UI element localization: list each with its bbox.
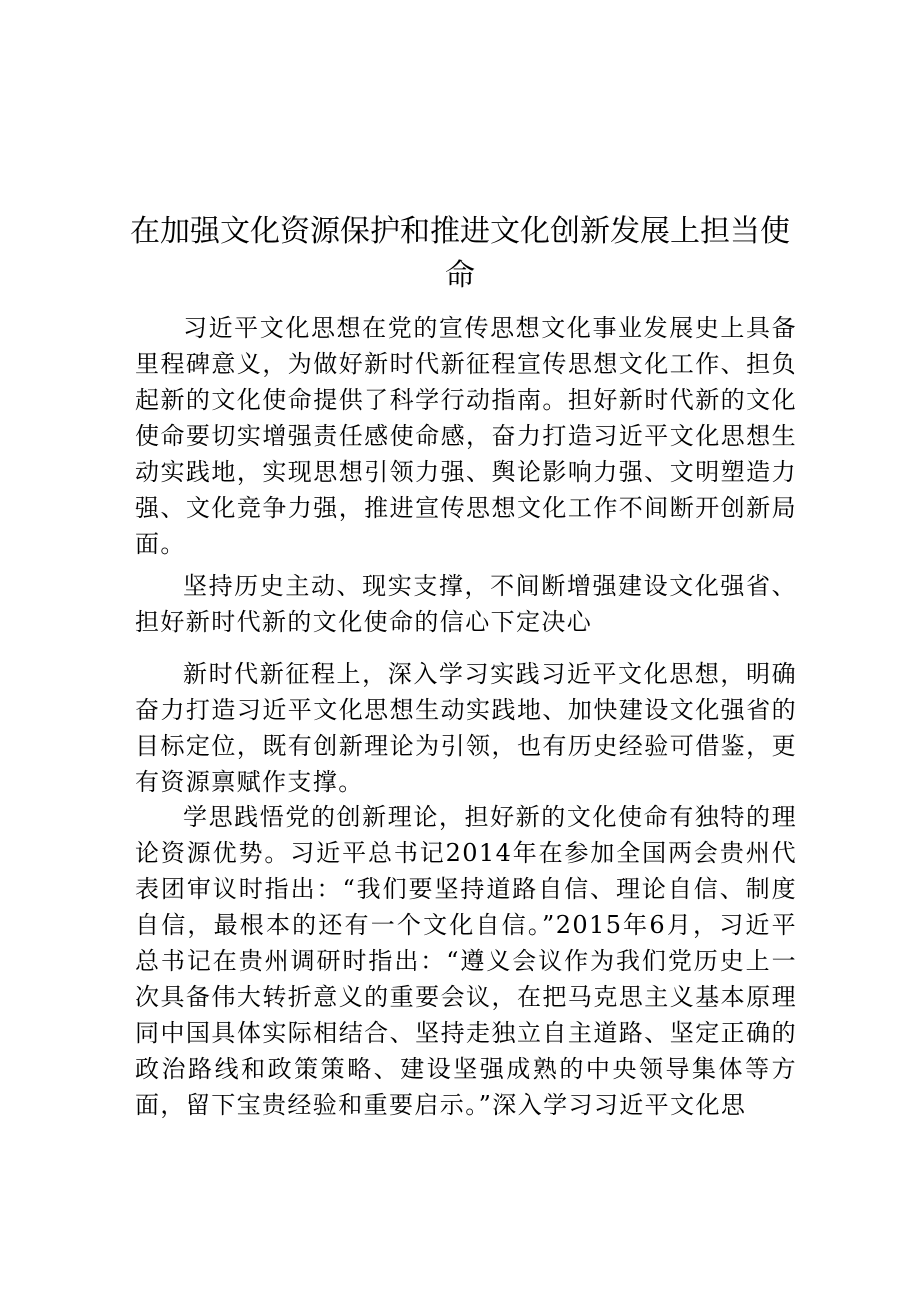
paragraph-1: 习近平文化思想在党的宣传思想文化事业发展史上具备里程碑意义，为做好新时代新征程宣传思想文化工作、担负起新的文化使命提供了科学行动指南。担好新时代新的文化使命要切实增强责任感使命感，奋力打造习近平文化思想生动实践地，实现思想引领力强、舆论影响力强、文明塑造力强、文化竞争力强，推进宣传思想文化工作不间断开创新局面。	[135, 314, 797, 558]
paragraph-4: 学思践悟党的创新理论，担好新的文化使命有独特的理论资源优势。习近平总书记2014年在参加全国两会贵州代表团审议时指出：“我们要坚持道路自信、理论自信、制度自信，最根本的还有一个文化自信。”2015年6月，习近平总书记在贵州调研时指出：“遵义会议作为我们党历史上一次具备伟大转折意义的重要会议，在把马克思主义基本原理同中国具体实际相结合、坚持走独立自主道路、坚定正确的政治路线和政策策略、建设坚强成熟的中央领导集体等方面，留下宝贵经验和重要启示。”深入学习习近平文化思	[135, 803, 797, 1119]
paragraph-3: 新时代新征程上，深入学习实践习近平文化思想，明确奋力打造习近平文化思想生动实践地、加快建设文化强省的目标定位，既有创新理论为引领，也有历史经验可借鉴，更有资源禀赋作支撑。	[135, 660, 797, 796]
document-title: 在加强文化资源保护和推进文化创新发展上担当使命	[130, 214, 790, 293]
paragraph-2-section-heading: 坚持历史主动、现实支撑，不间断增强建设文化强省、担好新时代新的文化使命的信心下定决心	[135, 572, 797, 636]
